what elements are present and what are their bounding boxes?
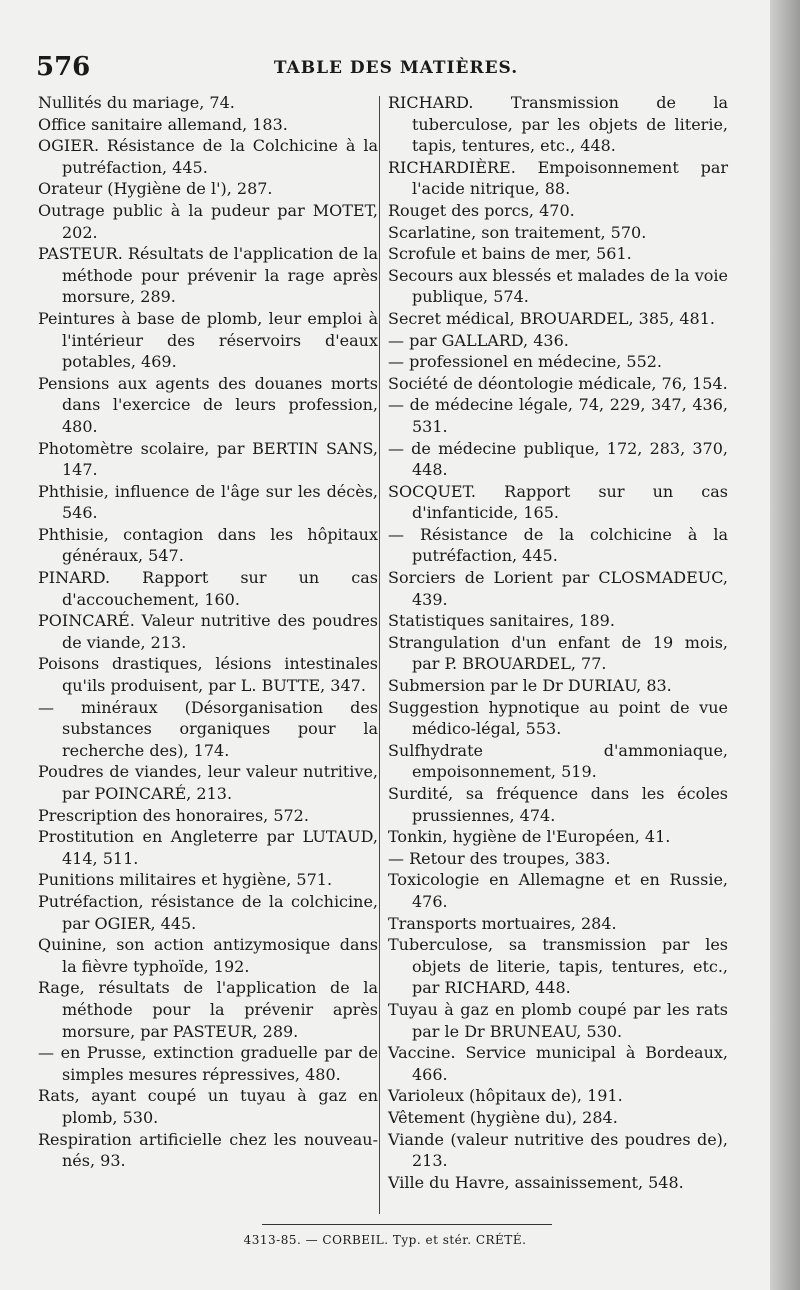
index-entry: Poisons drastiques, lésions intestinales qu'ils produisent, par L. BUTTE, 347. bbox=[38, 654, 378, 696]
index-entry: Submersion par le Dr DURIAU, 83. bbox=[388, 676, 672, 696]
index-entry: Prescription des honoraires, 572. bbox=[38, 805, 309, 825]
index-entry: Phthisie, influence de l'âge sur les décès, 546. bbox=[38, 481, 378, 523]
index-entry: — de médecine légale, 74, 229, 347, 436, 531. bbox=[388, 395, 728, 436]
page-header bbox=[36, 52, 756, 88]
index-column-right bbox=[388, 92, 728, 1193]
index-entry: Tuberculose, sa transmission par les objets de literie, tapis, tentures, etc., par RICHARD, 448. bbox=[388, 935, 728, 998]
index-entry: Tuyau à gaz en plomb coupé par les rats par le Dr BRUNEAU, 530. bbox=[388, 999, 728, 1041]
index-entry: Surdité, sa fréquence dans les écoles prussiennes, 474. bbox=[388, 784, 728, 825]
index-entry: Peintures à base de plomb, leur emploi à l'intérieur des réservoirs d'eaux potables, 469. bbox=[38, 308, 378, 372]
index-entry: RICHARDIÈRE. Empoisonnement par l'acide nitrique, 88. bbox=[388, 157, 728, 199]
index-entry: Vaccine. Service municipal à Bordeaux, 466. bbox=[388, 1043, 728, 1084]
page-number: 576 bbox=[36, 52, 91, 82]
index-entry: Scrofule et bains de mer, 561. bbox=[388, 244, 632, 264]
index-entry: Prostitution en Angleterre par LUTAUD, 414, 511. bbox=[38, 827, 378, 868]
index-entry: Nullités du mariage, 74. bbox=[38, 93, 235, 112]
column-divider bbox=[379, 96, 380, 1214]
index-entry: Putréfaction, résistance de la colchicine, par OGIER, 445. bbox=[38, 891, 378, 933]
index-entry: SOCQUET. Rapport sur un cas d'infanticide, 165. bbox=[388, 481, 728, 523]
index-entry: Toxicologie en Allemagne et en Russie, 476. bbox=[388, 870, 728, 911]
index-entry: Pensions aux agents des douanes morts dans l'exercice de leurs profession, 480. bbox=[38, 373, 378, 436]
index-entry: — Retour des troupes, 383. bbox=[388, 848, 611, 868]
index-column-left bbox=[38, 92, 378, 1172]
index-entry: Tonkin, hygiène de l'Européen, 41. bbox=[388, 827, 671, 847]
index-entry: Suggestion hypnotique au point de vue médico-légal, 553. bbox=[388, 697, 728, 739]
index-entry: Punitions militaires et hygiène, 571. bbox=[38, 870, 333, 890]
page-edge-shadow bbox=[770, 0, 800, 1290]
index-entry: Transports mortuaires, 284. bbox=[388, 913, 617, 933]
index-entry: Sulfhydrate d'ammoniaque, empoisonnement, 519. bbox=[388, 740, 728, 782]
index-entry: Photomètre scolaire, par BERTIN SANS, 147. bbox=[38, 438, 378, 480]
index-entry: — Résistance de la colchicine à la putréfaction, 445. bbox=[388, 524, 728, 566]
index-entry: — de médecine publique, 172, 283, 370, 448. bbox=[388, 438, 728, 480]
printer-imprint: 4313-85. — CORBEIL. Typ. et stér. CRÉTÉ. bbox=[243, 1233, 527, 1247]
index-entry: Vêtement (hygiène du), 284. bbox=[388, 1107, 618, 1127]
footer-rule bbox=[262, 1224, 552, 1225]
index-entry: Secret médical, BROUARDEL, 385, 481. bbox=[388, 308, 715, 328]
index-entry: — minéraux (Désorganisation des substances organiques pour la recherche des), 174. bbox=[38, 697, 378, 760]
index-entry: Respiration artificielle chez les nouveau-nés, 93. bbox=[38, 1129, 378, 1171]
index-entry: Rats, ayant coupé un tuyau à gaz en plomb, 530. bbox=[38, 1086, 378, 1127]
index-entry: Viande (valeur nutritive des poudres de), 213. bbox=[388, 1129, 728, 1171]
index-entry: Outrage public à la pudeur par MOTET, 202. bbox=[38, 200, 378, 242]
index-entry: — en Prusse, extinction graduelle par de simples mesures répressives, 480. bbox=[38, 1043, 378, 1084]
index-entry: Secours aux blessés et malades de la voie publique, 574. bbox=[388, 265, 728, 307]
index-entry: Quinine, son action antizymosique dans la fièvre typhoïde, 192. bbox=[38, 935, 378, 976]
index-entry: Scarlatine, son traitement, 570. bbox=[388, 222, 647, 242]
index-entry: — par GALLARD, 436. bbox=[388, 330, 569, 350]
index-entry: OGIER. Résistance de la Colchicine à la putréfaction, 445. bbox=[38, 136, 378, 177]
index-entry: Statistiques sanitaires, 189. bbox=[388, 611, 615, 631]
index-entry: Rage, résultats de l'application de la méthode pour la prévenir après morsure, par PASTEUR, 289. bbox=[38, 978, 378, 1041]
running-title: TABLE DES MATIÈRES. bbox=[273, 58, 519, 78]
index-entry: PASTEUR. Résultats de l'application de la méthode pour prévenir la rage après morsure, 289. bbox=[38, 244, 378, 307]
index-entry: POINCARÉ. Valeur nutritive des poudres de viande, 213. bbox=[38, 611, 378, 652]
index-entry: Ville du Havre, assainissement, 548. bbox=[388, 1172, 684, 1192]
index-entry: Varioleux (hôpitaux de), 191. bbox=[388, 1086, 623, 1106]
index-entry: — professionel en médecine, 552. bbox=[388, 352, 663, 372]
index-entry: Phthisie, contagion dans les hôpitaux généraux, 547. bbox=[38, 524, 378, 566]
index-entry: PINARD. Rapport sur un cas d'accouchement, 160. bbox=[38, 568, 378, 609]
index-entry: Société de déontologie médicale, 76, 154. bbox=[388, 373, 728, 393]
index-entry: Orateur (Hygiène de l'), 287. bbox=[38, 179, 273, 199]
index-entry: Strangulation d'un enfant de 19 mois, par P. BROUARDEL, 77. bbox=[388, 632, 728, 674]
index-entry: Office sanitaire allemand, 183. bbox=[38, 114, 288, 134]
index-entry: Sorciers de Lorient par CLOSMADEUC, 439. bbox=[388, 568, 728, 609]
index-entry: RICHARD. Transmission de la tuberculose, par les objets de literie, tapis, tentures, etc., 448. bbox=[388, 93, 728, 156]
index-entry: Rouget des porcs, 470. bbox=[388, 200, 575, 220]
index-entry: Poudres de viandes, leur valeur nutritive, par POINCARÉ, 213. bbox=[38, 762, 378, 803]
